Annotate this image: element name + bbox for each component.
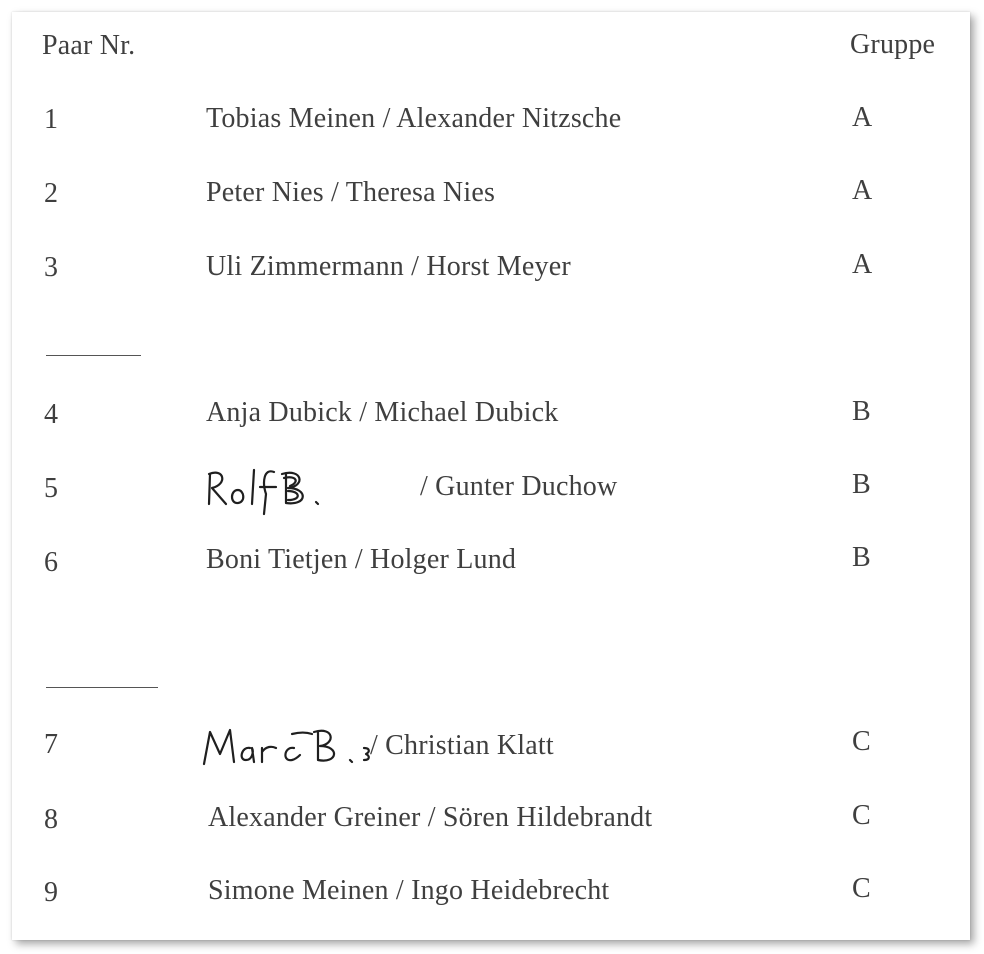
pair-number-8: 8	[44, 804, 59, 835]
pair-number-1: 1	[44, 104, 59, 135]
pair-group-4: B	[852, 396, 871, 427]
pair-names-4: Anja Dubick / Michael Dubick	[206, 397, 559, 428]
pair-group-7: C	[852, 726, 871, 757]
pair-group-9: C	[852, 873, 871, 904]
pair-group-1: A	[852, 102, 873, 133]
pair-group-5: B	[852, 469, 871, 500]
pair-number-9: 9	[44, 877, 59, 908]
pair-names-8: Alexander Greiner / Sören Hildebrandt	[208, 802, 653, 833]
pair-names-3: Uli Zimmermann / Horst Meyer	[206, 251, 571, 282]
pair-group-6: B	[852, 542, 871, 573]
pair-names-2: Peter Nies / Theresa Nies	[206, 177, 496, 208]
pair-number-4: 4	[44, 399, 59, 430]
handwritten-signature-marc	[200, 720, 380, 776]
pair-names-1: Tobias Meinen / Alexander Nitzsche	[206, 103, 622, 134]
pair-number-7: 7	[44, 729, 59, 760]
group-divider-2	[46, 687, 158, 688]
pair-group-3: A	[852, 249, 873, 280]
handwritten-signature-rolf	[204, 460, 374, 520]
document-page	[12, 12, 970, 940]
pair-number-3: 3	[44, 252, 59, 283]
pair-number-2: 2	[44, 178, 59, 209]
pair-group-2: A	[852, 175, 873, 206]
pair-group-8: C	[852, 800, 871, 831]
pair-names-5: / Gunter Duchow	[420, 471, 618, 502]
pair-names-9: Simone Meinen / Ingo Heidebrecht	[208, 875, 610, 906]
pair-names-6: Boni Tietjen / Holger Lund	[206, 544, 517, 575]
group-header: Gruppe	[850, 29, 936, 60]
group-divider-1	[46, 355, 141, 356]
pair-names-7: / Christian Klatt	[370, 730, 554, 761]
pair-number-6: 6	[44, 547, 59, 578]
pair-number-header: Paar Nr.	[42, 30, 136, 61]
pair-number-5: 5	[44, 473, 59, 504]
